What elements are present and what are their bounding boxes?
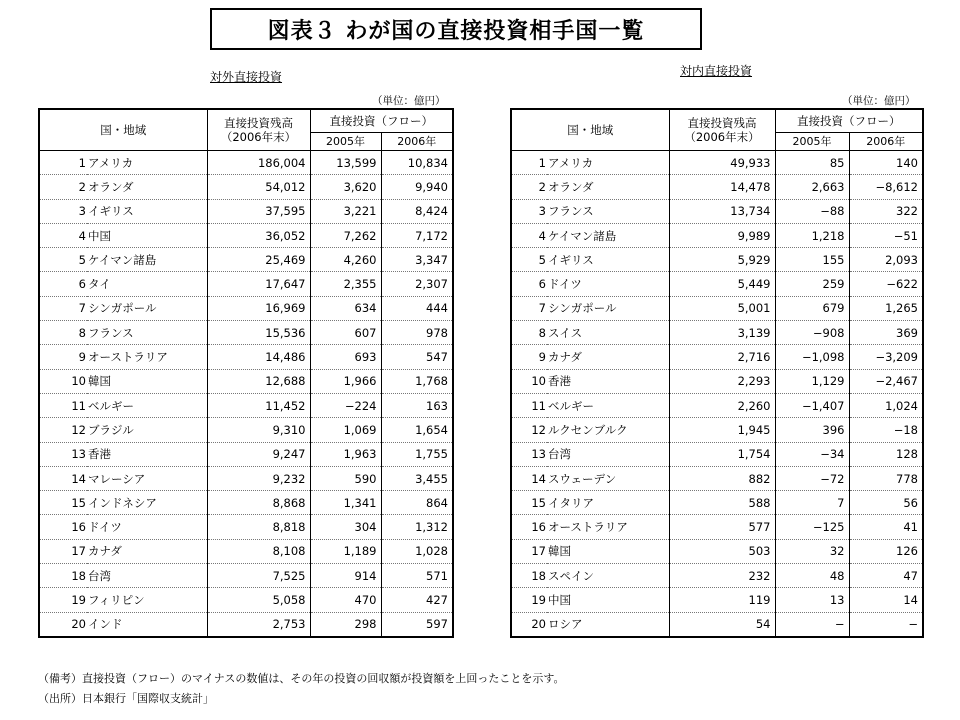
flow-2005-cell: 396 [775, 418, 849, 442]
flow-2006-cell: 864 [381, 491, 453, 515]
table-row [39, 321, 453, 345]
country-name-cell: イギリス [87, 199, 207, 223]
footnote-source: （出所）日本銀行「国際収支統計」 [38, 692, 214, 705]
country-name-cell: スペイン [547, 564, 669, 588]
stock-value-cell: 16,969 [207, 296, 310, 320]
flow-2006-cell: 1,768 [381, 369, 453, 393]
table-row [511, 442, 923, 466]
flow-2006-cell: 14 [849, 588, 923, 612]
stock-value-cell: 8,868 [207, 491, 310, 515]
flow-2006-cell: 128 [849, 442, 923, 466]
stock-value-cell: 5,001 [669, 296, 775, 320]
rank-cell: 2 [39, 175, 87, 199]
stock-header [669, 109, 775, 151]
flow-2005-cell: −224 [310, 393, 381, 417]
rank-cell: 5 [511, 248, 547, 272]
table-row [39, 515, 453, 539]
flow-2005-cell: 607 [310, 321, 381, 345]
flow-2006-cell: 9,940 [381, 175, 453, 199]
flow-2006-cell: 571 [381, 564, 453, 588]
inward-table [510, 108, 924, 638]
table-row [39, 248, 453, 272]
rank-cell: 8 [511, 321, 547, 345]
flow-2006-cell: 597 [381, 612, 453, 637]
rank-cell: 13 [39, 442, 87, 466]
rank-cell: 14 [39, 466, 87, 490]
stock-value-cell: 882 [669, 466, 775, 490]
rank-cell: 4 [39, 223, 87, 247]
page-title: 図表３ わが国の直接投資相手国一覧 [210, 8, 702, 50]
country-name-cell: オランダ [87, 175, 207, 199]
table-row [39, 272, 453, 296]
stock-value-cell: 3,139 [669, 321, 775, 345]
table-row [39, 199, 453, 223]
flow-2005-cell: 634 [310, 296, 381, 320]
stock-value-cell: 14,478 [669, 175, 775, 199]
country-name-cell: マレーシア [87, 466, 207, 490]
table-row [511, 418, 923, 442]
country-name-cell: 香港 [87, 442, 207, 466]
country-header: 国・地域 [39, 109, 207, 151]
country-name-cell: スイス [547, 321, 669, 345]
rank-cell: 1 [511, 151, 547, 175]
flow-2005-cell: 32 [775, 539, 849, 563]
country-name-cell: 中国 [87, 223, 207, 247]
stock-value-cell: 36,052 [207, 223, 310, 247]
stock-value-cell: 9,247 [207, 442, 310, 466]
rank-cell: 6 [511, 272, 547, 296]
flow-2005-cell: 48 [775, 564, 849, 588]
flow-2006-cell: 547 [381, 345, 453, 369]
stock-header-sub: （2006年末） [684, 130, 760, 144]
rank-cell: 3 [511, 199, 547, 223]
country-name-cell: ルクセンブルク [547, 418, 669, 442]
rank-cell: 3 [39, 199, 87, 223]
table-row [511, 393, 923, 417]
rank-cell: 15 [511, 491, 547, 515]
rank-cell: 16 [511, 515, 547, 539]
flow-2005-cell: 2,663 [775, 175, 849, 199]
rank-cell: 17 [511, 539, 547, 563]
flow-2005-cell: 7 [775, 491, 849, 515]
flow-2005-cell: 590 [310, 466, 381, 490]
country-name-cell: アメリカ [87, 151, 207, 175]
flow-2006-cell: 3,347 [381, 248, 453, 272]
flow-2005-cell: −34 [775, 442, 849, 466]
flow-2005-cell: −1,407 [775, 393, 849, 417]
flow-2005-cell: 85 [775, 151, 849, 175]
flow-2006-cell: 2,093 [849, 248, 923, 272]
year-2006-header: 2006年 [381, 133, 453, 151]
flow-2005-cell: 1,069 [310, 418, 381, 442]
rank-cell: 12 [511, 418, 547, 442]
flow-2005-cell: 1,963 [310, 442, 381, 466]
flow-2006-cell: 126 [849, 539, 923, 563]
rank-cell: 16 [39, 515, 87, 539]
year-2005-header: 2005年 [775, 133, 849, 151]
table-row [39, 442, 453, 466]
flow-2006-cell: 1,265 [849, 296, 923, 320]
stock-value-cell: 1,754 [669, 442, 775, 466]
country-name-cell: アメリカ [547, 151, 669, 175]
rank-cell: 18 [511, 564, 547, 588]
table-row [39, 223, 453, 247]
stock-value-cell: 37,595 [207, 199, 310, 223]
flow-2006-cell: 41 [849, 515, 923, 539]
country-name-cell: イタリア [547, 491, 669, 515]
country-name-cell: シンガポール [547, 296, 669, 320]
rank-cell: 15 [39, 491, 87, 515]
rank-cell: 9 [39, 345, 87, 369]
flow-2005-cell: −88 [775, 199, 849, 223]
stock-value-cell: 25,469 [207, 248, 310, 272]
rank-cell: 17 [39, 539, 87, 563]
outward-heading: 対外直接投資 [210, 70, 283, 84]
flow-2006-cell: 8,424 [381, 199, 453, 223]
table-row [39, 151, 453, 175]
stock-value-cell: 13,734 [669, 199, 775, 223]
flow-2005-cell: 13,599 [310, 151, 381, 175]
rank-cell: 2 [511, 175, 547, 199]
flow-2005-cell: 304 [310, 515, 381, 539]
stock-value-cell: 2,260 [669, 393, 775, 417]
flow-2005-cell: −125 [775, 515, 849, 539]
country-name-cell: イギリス [547, 248, 669, 272]
country-name-cell: 香港 [547, 369, 669, 393]
stock-value-cell: 15,536 [207, 321, 310, 345]
country-name-cell: ドイツ [87, 515, 207, 539]
outward-unit: （単位：億円） [372, 95, 446, 107]
table-row [511, 296, 923, 320]
flow-2005-cell: 13 [775, 588, 849, 612]
footnote-remark: （備考）直接投資（フロー）のマイナスの数値は、その年の投資の回収額が投資額を上回ったことを示す。 [38, 672, 565, 685]
country-name-cell: カナダ [87, 539, 207, 563]
stock-value-cell: 54 [669, 612, 775, 637]
inward-heading: 対内直接投資 [680, 64, 753, 78]
flow-2006-cell: 778 [849, 466, 923, 490]
rank-cell: 12 [39, 418, 87, 442]
country-name-cell: ドイツ [547, 272, 669, 296]
rank-cell: 13 [511, 442, 547, 466]
table-row [39, 564, 453, 588]
table-row [39, 466, 453, 490]
country-name-cell: ロシア [547, 612, 669, 637]
flow-header: 直接投資（フロー） [310, 109, 453, 133]
table-row [511, 466, 923, 490]
table-row [39, 369, 453, 393]
stock-value-cell: 588 [669, 491, 775, 515]
stock-value-cell: 119 [669, 588, 775, 612]
rank-cell: 10 [511, 369, 547, 393]
country-name-cell: 韓国 [547, 539, 669, 563]
country-name-cell: 中国 [547, 588, 669, 612]
flow-2006-cell: 444 [381, 296, 453, 320]
flow-2006-cell: 369 [849, 321, 923, 345]
country-name-cell: インドネシア [87, 491, 207, 515]
table-row [511, 612, 923, 637]
flow-2006-cell: 1,312 [381, 515, 453, 539]
flow-2006-cell: 1,654 [381, 418, 453, 442]
table-row [511, 175, 923, 199]
year-2005-header: 2005年 [310, 133, 381, 151]
stock-value-cell: 14,486 [207, 345, 310, 369]
flow-2005-cell: − [775, 612, 849, 637]
flow-2006-cell: − [849, 612, 923, 637]
country-name-cell: ケイマン諸島 [547, 223, 669, 247]
table-row [511, 369, 923, 393]
flow-2005-cell: 2,355 [310, 272, 381, 296]
flow-2006-cell: −622 [849, 272, 923, 296]
table-row [511, 345, 923, 369]
table-row [511, 199, 923, 223]
flow-2006-cell: 47 [849, 564, 923, 588]
flow-2005-cell: 7,262 [310, 223, 381, 247]
stock-value-cell: 7,525 [207, 564, 310, 588]
stock-value-cell: 49,933 [669, 151, 775, 175]
rank-cell: 11 [39, 393, 87, 417]
flow-2006-cell: 1,755 [381, 442, 453, 466]
outward-rows [39, 151, 453, 637]
country-name-cell: シンガポール [87, 296, 207, 320]
flow-2005-cell: 3,620 [310, 175, 381, 199]
rank-cell: 9 [511, 345, 547, 369]
stock-value-cell: 1,945 [669, 418, 775, 442]
year-2006-header: 2006年 [849, 133, 923, 151]
table-row [511, 272, 923, 296]
flow-2006-cell: 978 [381, 321, 453, 345]
table-row [39, 175, 453, 199]
stock-value-cell: 503 [669, 539, 775, 563]
country-name-cell: インド [87, 612, 207, 637]
stock-header [207, 109, 310, 151]
table-row [39, 539, 453, 563]
flow-2006-cell: 1,028 [381, 539, 453, 563]
flow-2005-cell: −1,098 [775, 345, 849, 369]
table-row [511, 564, 923, 588]
table-row [511, 151, 923, 175]
country-header: 国・地域 [511, 109, 669, 151]
inward-unit: （単位：億円） [842, 95, 916, 107]
flow-2006-cell: 56 [849, 491, 923, 515]
country-name-cell: 台湾 [87, 564, 207, 588]
flow-2005-cell: 1,966 [310, 369, 381, 393]
flow-2005-cell: 3,221 [310, 199, 381, 223]
table-row [39, 418, 453, 442]
stock-value-cell: 232 [669, 564, 775, 588]
table-row [39, 296, 453, 320]
stock-value-cell: 577 [669, 515, 775, 539]
country-name-cell: 台湾 [547, 442, 669, 466]
stock-value-cell: 2,716 [669, 345, 775, 369]
rank-cell: 19 [39, 588, 87, 612]
flow-2006-cell: 3,455 [381, 466, 453, 490]
stock-value-cell: 2,293 [669, 369, 775, 393]
country-name-cell: オーストラリア [87, 345, 207, 369]
flow-2005-cell: 298 [310, 612, 381, 637]
stock-value-cell: 9,232 [207, 466, 310, 490]
country-name-cell: ベルギー [547, 393, 669, 417]
table-row [39, 393, 453, 417]
stock-value-cell: 186,004 [207, 151, 310, 175]
flow-2006-cell: 140 [849, 151, 923, 175]
flow-2005-cell: 1,341 [310, 491, 381, 515]
flow-2005-cell: 155 [775, 248, 849, 272]
rank-cell: 7 [39, 296, 87, 320]
table-row [39, 612, 453, 637]
outward-table [38, 108, 454, 638]
rank-cell: 20 [39, 612, 87, 637]
flow-2006-cell: 322 [849, 199, 923, 223]
stock-value-cell: 11,452 [207, 393, 310, 417]
country-name-cell: オーストラリア [547, 515, 669, 539]
stock-value-cell: 12,688 [207, 369, 310, 393]
stock-value-cell: 5,929 [669, 248, 775, 272]
flow-2006-cell: −2,467 [849, 369, 923, 393]
table-row [511, 539, 923, 563]
stock-value-cell: 8,108 [207, 539, 310, 563]
flow-2005-cell: 1,218 [775, 223, 849, 247]
country-name-cell: タイ [87, 272, 207, 296]
table-row [511, 223, 923, 247]
stock-value-cell: 2,753 [207, 612, 310, 637]
table-row [511, 248, 923, 272]
country-name-cell: 韓国 [87, 369, 207, 393]
stock-value-cell: 9,310 [207, 418, 310, 442]
rank-cell: 11 [511, 393, 547, 417]
flow-2005-cell: 4,260 [310, 248, 381, 272]
flow-2006-cell: 1,024 [849, 393, 923, 417]
rank-cell: 6 [39, 272, 87, 296]
stock-header-label: 直接投資残高 [687, 116, 757, 130]
table-row [39, 345, 453, 369]
rank-cell: 8 [39, 321, 87, 345]
country-name-cell: ケイマン諸島 [87, 248, 207, 272]
stock-header-label: 直接投資残高 [224, 116, 293, 130]
flow-2005-cell: 693 [310, 345, 381, 369]
flow-2005-cell: 470 [310, 588, 381, 612]
table-row [511, 588, 923, 612]
flow-2005-cell: 914 [310, 564, 381, 588]
rank-cell: 1 [39, 151, 87, 175]
country-name-cell: フランス [87, 321, 207, 345]
rank-cell: 7 [511, 296, 547, 320]
table-row [39, 491, 453, 515]
rank-cell: 20 [511, 612, 547, 637]
rank-cell: 10 [39, 369, 87, 393]
flow-2005-cell: −72 [775, 466, 849, 490]
country-name-cell: フィリピン [87, 588, 207, 612]
rank-cell: 14 [511, 466, 547, 490]
stock-header-sub: （2006年末） [220, 130, 297, 144]
flow-2005-cell: 1,129 [775, 369, 849, 393]
rank-cell: 4 [511, 223, 547, 247]
country-name-cell: スウェーデン [547, 466, 669, 490]
table-row [511, 491, 923, 515]
flow-header: 直接投資（フロー） [775, 109, 923, 133]
stock-value-cell: 5,449 [669, 272, 775, 296]
country-name-cell: ベルギー [87, 393, 207, 417]
stock-value-cell: 8,818 [207, 515, 310, 539]
flow-2006-cell: −8,612 [849, 175, 923, 199]
table-row [511, 515, 923, 539]
stock-value-cell: 17,647 [207, 272, 310, 296]
flow-2006-cell: 10,834 [381, 151, 453, 175]
flow-2005-cell: −908 [775, 321, 849, 345]
country-name-cell: フランス [547, 199, 669, 223]
flow-2005-cell: 259 [775, 272, 849, 296]
flow-2006-cell: 7,172 [381, 223, 453, 247]
stock-value-cell: 54,012 [207, 175, 310, 199]
rank-cell: 18 [39, 564, 87, 588]
flow-2006-cell: −3,209 [849, 345, 923, 369]
table-row [511, 321, 923, 345]
flow-2005-cell: 1,189 [310, 539, 381, 563]
stock-value-cell: 9,989 [669, 223, 775, 247]
flow-2006-cell: 2,307 [381, 272, 453, 296]
flow-2006-cell: −18 [849, 418, 923, 442]
country-name-cell: ブラジル [87, 418, 207, 442]
stock-value-cell: 5,058 [207, 588, 310, 612]
country-name-cell: オランダ [547, 175, 669, 199]
flow-2006-cell: 427 [381, 588, 453, 612]
inward-rows [511, 151, 923, 637]
flow-2006-cell: −51 [849, 223, 923, 247]
rank-cell: 5 [39, 248, 87, 272]
rank-cell: 19 [511, 588, 547, 612]
country-name-cell: カナダ [547, 345, 669, 369]
table-row [39, 588, 453, 612]
flow-2005-cell: 679 [775, 296, 849, 320]
flow-2006-cell: 163 [381, 393, 453, 417]
